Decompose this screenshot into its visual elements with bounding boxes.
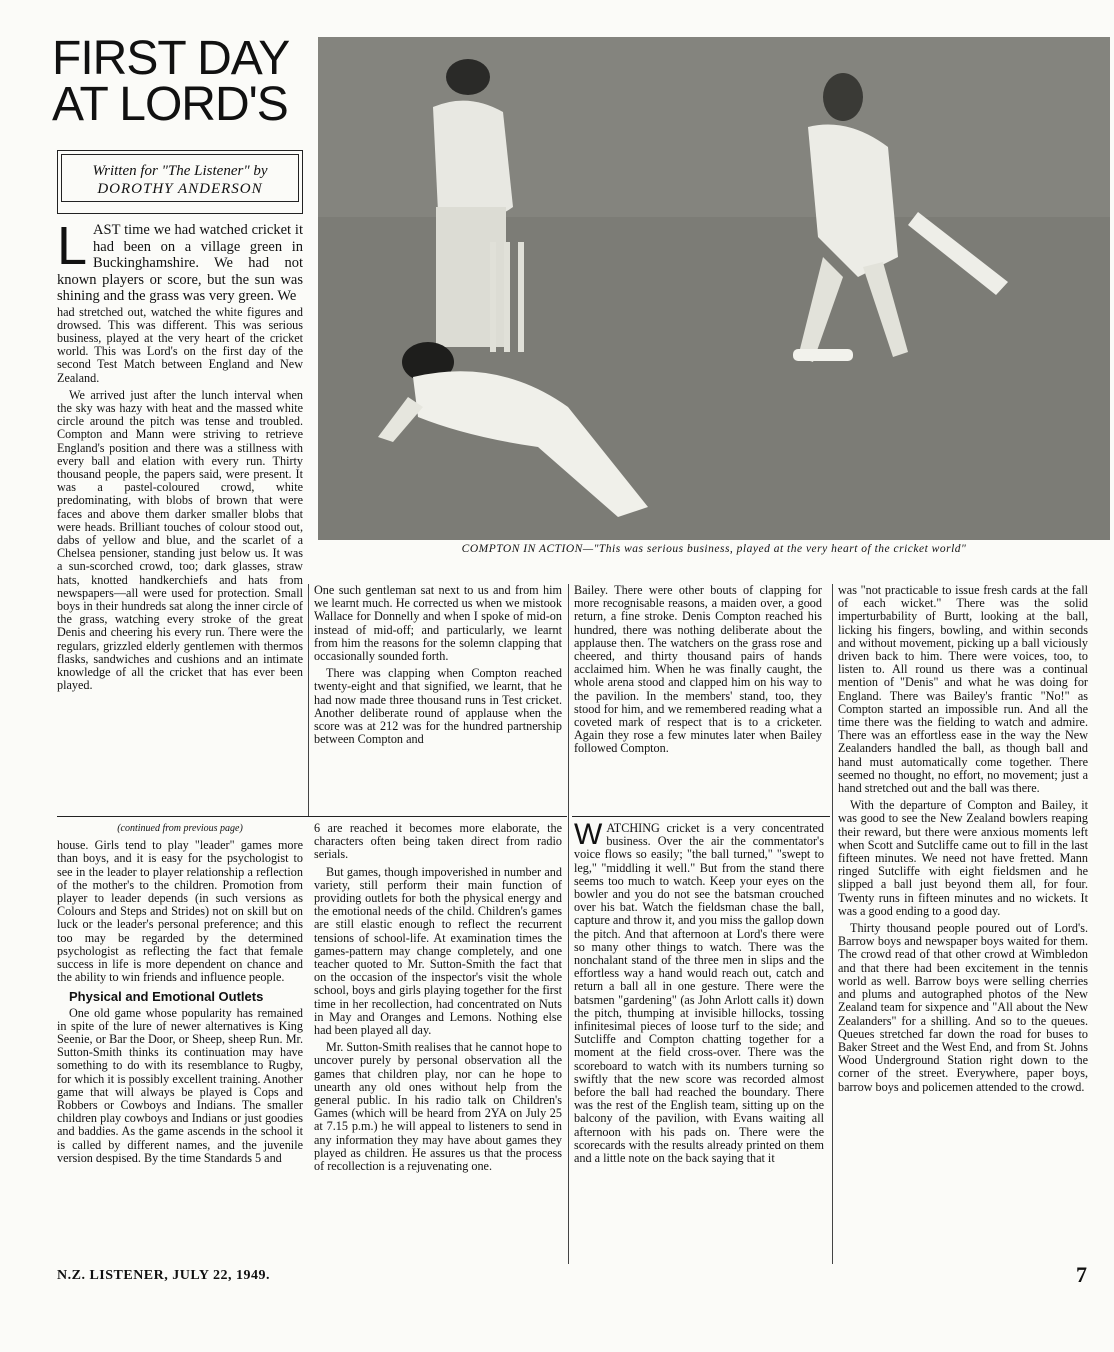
cricket-photo [318, 37, 1110, 540]
page-number: 7 [1076, 1262, 1087, 1287]
section-divider-col3 [572, 816, 830, 817]
column-rule-3 [832, 584, 833, 1264]
drop-cap-w: W [574, 822, 603, 851]
paragraph-2: We arrived just after the lunch interval when the sky was hazy with heat and the massed white circle around the pitch was tense and troubled. Compton and Mann were striving to retrieve England's position and there was a stillness with every ball and elation with every run. Thirty thousand people, the papers said, were present. It was a pastel-coloured crowd, white predominating, with blobs of brown that were faces and above them darker smaller blobs that were heads. Brilliant touches of colour stood out, dabs of yellow and blue, and the scarlet of a Chelsea pensioner, standing just below us. It was a sun-scorched crowd, too; dark glasses, straw hats, knotted handkerchiefs and hats from newspapers—all were used for protection. Small boys in their hundreds sat along the inner circle of the grass, watching every stroke of the great Denis and cheering his every run. There were the regulars, grizzled elderly gentlemen with thermos flasks, sandwiches and cushions and an intimate knowledge of all the cricket that has ever been played. [57, 387, 303, 693]
drop-cap: L [57, 222, 88, 276]
column-rule-1 [308, 584, 309, 816]
byline-box [57, 150, 303, 214]
paragraph-7-text: ATCHING cricket is a very concentrated business. Over the air the commentator's voice flows so easily; "the ball turned," "swept to leg," "middling it well." But from the stand there seems too much to watch. Keep your eyes on the bowler and you do not see the batsman crouched over his bat. Watch the fieldsman chase the ball, capture and throw it, and you miss the gallop down the pitch. And that afternoon at Lord's there were so many other things to watch. There was the nonchalant stand of the three men in slips and the effortless way a hand would reach out, catch and return a ball all in one gesture. There were the batsmen "gardening" (as John Arlott calls it) down the pitch, thumping at invisible hillocks, tossing infinitesimal pieces of loose turf to the side; and Sutcliffe and Compton chatting together for a moment at the field cross-over. There was the scoreboard to watch with its numbers turning so swiftly that the new score was recorded almost before the ball had reached the boundary. There was the rest of the English team, sitting up on the balcony of the pavilion, with Evans waiting all afternoon with his pads on. There were the scorecards with the results already printed on them and a little note on the back saying that it [574, 822, 824, 1166]
section-divider [57, 816, 567, 817]
paragraph-4: There was clapping when Compton reached twenty-eight and that signified, we learnt, that he had now made three thousand runs in Test cricket. Another deliberate round of applause when the score was at 212 was for the hundred partnership between Compton and [314, 666, 562, 747]
paragraph-5: Bailey. There were other bouts of clapping for more recognisable reasons, a maiden over, a good return, a fine stroke. Denis Compton reached his hundred, there was nothing deliberate about the applause then. The watchers on the grass rose and cheered, and thirty thousand pairs of hands acclaimed him. When he was finally caught, the whole arena stood and clapped him on his way to the pavilion. In the members' stand, too, they stood for him, and we remembered reading what a coveted mark of respect that is to a cricketer. Again they rose a few minutes later when Bailey followed Compton. [574, 584, 822, 756]
lead-paragraph [57, 222, 303, 305]
lead-text: AST time we had watched cricket it had been on a village green in Buckinghamshire. We had not known players or score, but the sun was shining and the grass was very green. We [57, 222, 303, 304]
photo-caption: COMPTON IN ACTION—"This was serious business, played at the very heart of the cricket world" [461, 543, 967, 555]
paragraph-7 [574, 822, 824, 1165]
paragraph-1-rest: had stretched out, watched the white figures and drowsed. This was different. This was serious business, played at the very heart of the cricket world. This was Lord's on the first day of the second Test Match between England and New Zealand. [57, 304, 303, 385]
continued-paragraph-2: One old game whose popularity has remained in spite of the lure of newer alternatives is King Seenie, or Bar the Door, or Sheep, sheep Run. Mr. Sutton-Smith thinks its continuation may have something to do with its resemblance to Rugby, for which it is possibly excellent training. Another game that will always be played is Cops and Robbers or Cowboys and Indians. The smaller children play cowboys and Indians or just goodies and baddies. As the game ascends in the school it is called by different names, and the juvenile version despised. By the time Standards 5 and [57, 1005, 303, 1165]
cricket-photo-drawing [318, 37, 1110, 540]
column-rule-2 [568, 584, 569, 1264]
continued-paragraph-1: house. Girls tend to play "leader" games more than boys, and it is easy for the psychologist to see in the leader to player relationship a reflection of the mother's to the children. Promotion from player to leader depends (in such versions as Colours and Steps and Strides) not on skill but on luck or the leader's personal preference; and this too may be regarded by the determined psychologist as reflecting the fact that female success in life is more dependent on chance and the ability to win friends and influence people. [57, 838, 303, 985]
headline [52, 32, 312, 131]
paragraph-9: Thirty thousand people poured out of Lord's. Barrow boys and newspaper boys waited for them. The crowd read of that other crowd at Wimbledon and that there had been excitement in the tennis world as well. Barrow boys were selling cherries and plums and autographed photos of the New Zealand team for sixpence and "All about the New Zealanders" for a shilling. And so to the queues. Queues stretched far down the road for buses to Baker Street and the West End, and from St. Johns Wood Underground Station right down to the corner of the street. Everywhere, paper boys, barrow boys and policemen attended to the crowd. [838, 921, 1088, 1094]
continued-column-1 [57, 822, 303, 1262]
byline-inner [61, 154, 299, 202]
byline-author: DOROTHY ANDERSON [97, 181, 263, 197]
headline-line-2: AT LORD'S [52, 78, 288, 131]
headline-line-1: FIRST DAY [52, 32, 290, 85]
article-column-1 [57, 222, 303, 812]
continued-paragraph-5: Mr. Sutton-Smith realises that he cannot hope to uncover purely by personal observation all the games that children play, nor can he hope to unearth any old ones without help from the general public. In his radio talk on Children's Games (which will be heard from 2YA on July 25 at 7.15 p.m.) he will appeal to listeners to send in any information they may have about games they played as children. He assures us that the process of recollection is a rejuvenating one. [314, 1040, 562, 1174]
paragraph-6: was "not practicable to issue fresh cards at the fall of each wicket." There was the solid imperturbability of Burtt, looking at the ball, licking his fingers, bowling, and within seconds and without movement, picking up a ball viciously driven back to him. There were voices, too, to listen to. All round us there was a continual mention of "Denis" and what he was doing for England. There was Bailey's frantic "No!" as Compton started an impossible run. And all the time there was the fielding to watch and admire. There was an effortless ease in the way the New Zealanders handled the ball, as though ball and hand must automatically come together. There seemed no thought, no effort, no movement; just a hand stretched out and the ball was there. [838, 584, 1088, 796]
publication-footer: N.Z. LISTENER, JULY 22, 1949. [57, 1268, 271, 1283]
continued-label: (continued from previous page) [117, 823, 243, 834]
article-column-3-lower [574, 822, 824, 1262]
article-column-2 [314, 584, 562, 812]
byline-written-for: Written for "The Listener" by [92, 163, 268, 179]
article-column-4 [838, 584, 1088, 1260]
article-column-3 [574, 584, 822, 812]
continued-column-2 [314, 822, 562, 1262]
continued-paragraph-4: But games, though impoverished in number and variety, still perform their main function of providing outlets for both the physical energy and the emotional needs of the child. Children's games are still elastic enough to reflect the recurrent tensions of school-life. At examination times the games-pattern may change completely, and one teacher quoted to Mr. Sutton-Smith the fact that on the occasion of the inspector's visit the whole school, boys and girls playing together for the first time in her recollection, had concentrated on Nuts in May and Oranges and Lemons. Nothing else had been played all day. [314, 864, 562, 1038]
continued-paragraph-3: 6 are reached it becomes more elaborate, the characters often being taken direct from radio serials. [314, 822, 562, 862]
paragraph-3: One such gentleman sat next to us and from him we learnt much. He corrected us when we mistook Wallace for Donnelly and when I spoke of mid-on instead of mid-off; and particularly, we learnt from him the reasons for the solemn clapping that occasionally sounded forth. [314, 584, 562, 664]
subheading: Physical and Emotional Outlets [69, 989, 264, 1005]
paragraph-8: With the departure of Compton and Bailey, it was good to see the New Zealand bowlers reaping their reward, but there were anxious moments left when Scott and Sutcliffe came out to fill in the last fifteen minutes. We need not have fretted. Mann ringed Sutcliffe with eight fieldsmen and he slipped a ball just beyond them all, for four. Twenty runs in fifteen minutes and no wickets. It was a good ending to a good day. [838, 798, 1088, 918]
